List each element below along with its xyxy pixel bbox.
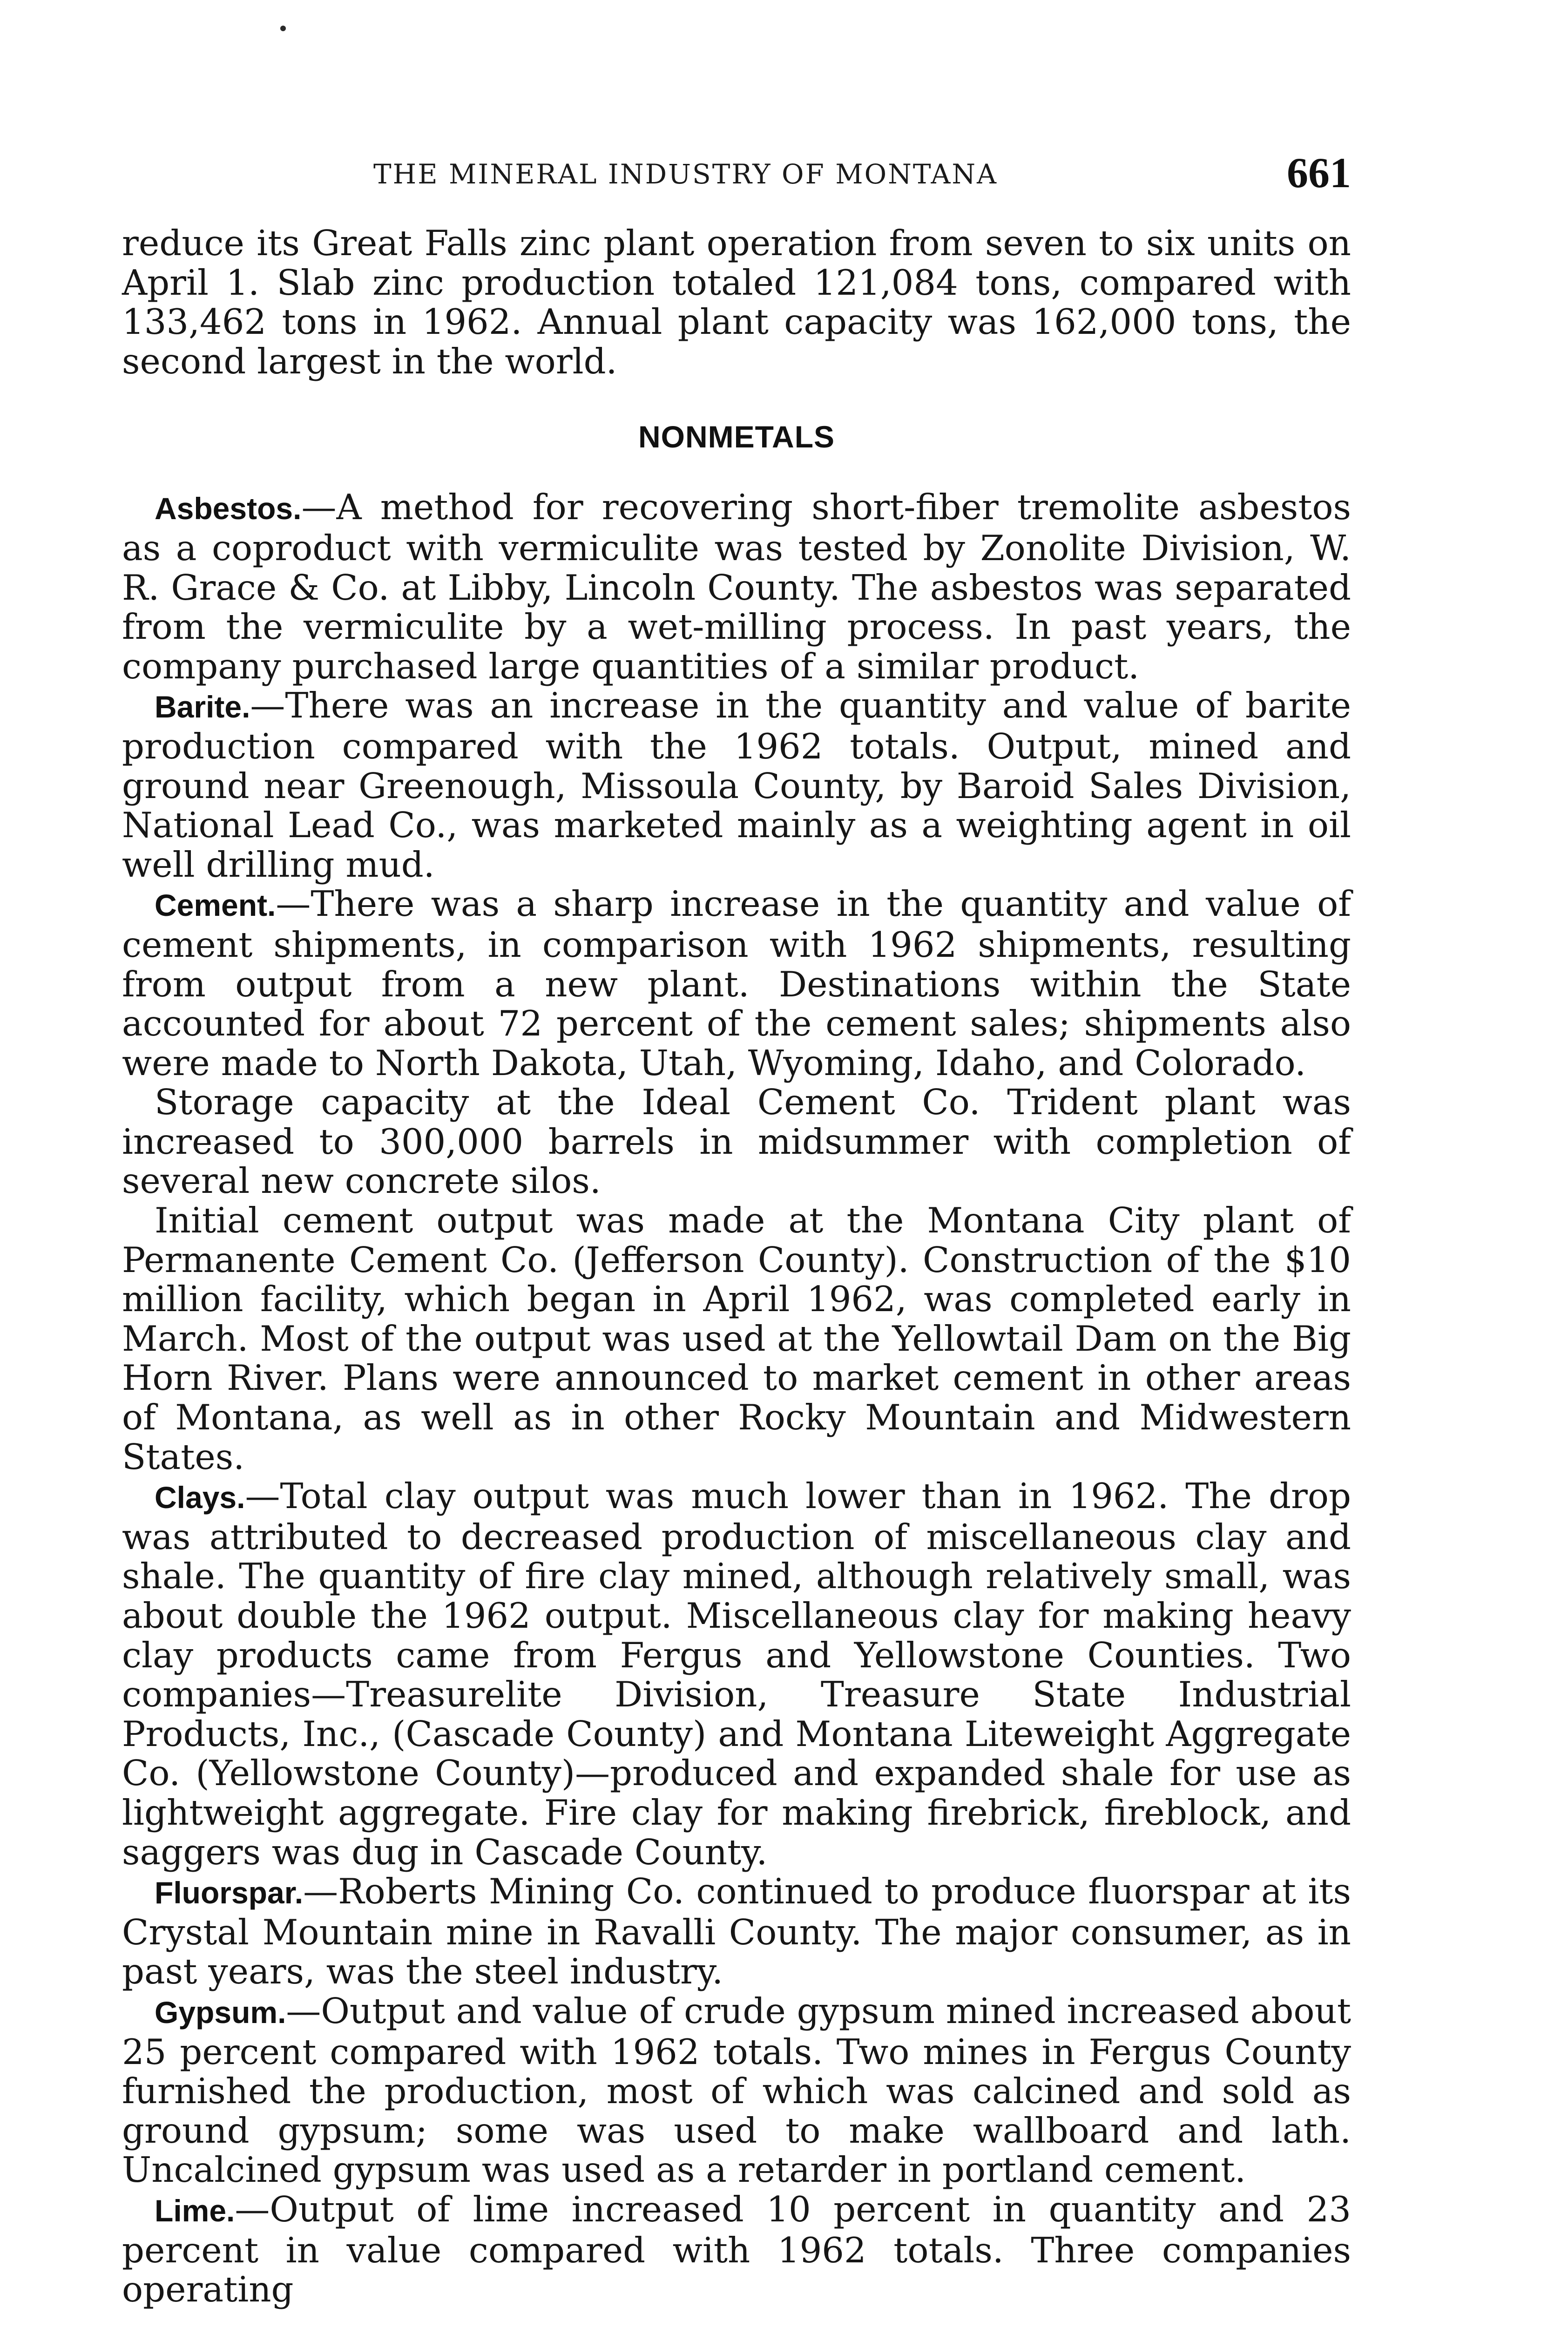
section-heading: NONMETALS xyxy=(638,420,835,454)
barite-text: —There was an increase in the quantity and value of barite production compared with the 1962 totals. Output, mined and ground near Greenough, Missoula County, by Baroid Sales Division, National Lead Co., was marketed mainly as a weighting agent in oil well drilling mud. xyxy=(122,685,1351,885)
running-header xyxy=(122,148,1351,199)
asbestos-heading: Asbestos. xyxy=(155,491,302,526)
lime-paragraph xyxy=(122,2190,1351,2309)
cement-paragraph xyxy=(122,884,1351,1083)
lime-text: —Output of lime increased 10 percent in quantity and 23 percent in value compared with 1962 totals. Three companies operating xyxy=(122,2188,1351,2310)
print-speck xyxy=(280,26,286,31)
gypsum-paragraph xyxy=(122,1991,1351,2190)
clays-heading: Clays. xyxy=(155,1480,245,1515)
barite-paragraph xyxy=(122,686,1351,884)
body-text xyxy=(122,223,1351,2309)
asbestos-text: —A method for recovering short-fiber tremolite asbestos as a coproduct with vermiculite was tested by Zonolite Division, W. R. Grace & Co. at Libby, Lincoln County. The asbestos was separated from the vermiculite by a wet-milling process. In past years, the company purchased large quantities of a similar product. xyxy=(122,487,1351,687)
cement-permanente-paragraph: Initial cement output was made at the Montana City plant of Permanente Cement Co. (Jefferson County). Construction of the $10 million facility, which began in April 1962, was completed early in March. Most of the output was used at the Yellowtail Dam on the Big Horn River. Plans were announced to market cement in other areas of Montana, as well as in other Rocky Mountain and Midwestern States. xyxy=(122,1200,1351,1477)
asbestos-paragraph xyxy=(122,487,1351,686)
clays-paragraph xyxy=(122,1476,1351,1872)
gypsum-text: —Output and value of crude gypsum mined increased about 25 percent compared with 1962 totals. Two mines in Fergus County furnished the production, most of which was calcined and sold as ground gypsum; some was used to make wallboard and lath. Uncalcined gypsum was used as a retarder in portland cement. xyxy=(122,1990,1351,2191)
cement-heading: Cement. xyxy=(155,888,276,923)
lime-heading: Lime. xyxy=(155,2193,235,2228)
cement-text: —There was a sharp increase in the quantity and value of cement shipments, in comparison with 1962 shipments, resulting from output from a new plant. Destinations within the State accounted for about 72 percent of the cement sales; shipments also were made to North Dakota, Utah, Wyoming, Idaho, and Colorado. xyxy=(122,883,1351,1083)
fluorspar-paragraph xyxy=(122,1872,1351,1991)
clays-text: —Total clay output was much lower than in 1962. The drop was attributed to decreased production of miscellaneous clay and shale. The quantity of fire clay mined, although relatively small, was about double the 1962 output. Miscellaneous clay for making heavy clay products came from Fergus and Yellowstone Counties. Two companies—Treasurelite Division, Treasure State Industrial Products, Inc., (Cascade County) and Montana Liteweight Aggregate Co. (Yellowstone County)—produced and expanded shale for use as lightweight aggregate. Fire clay for making firebrick, fireblock, and saggers was dug in Cascade County. xyxy=(122,1475,1351,1873)
running-title: THE MINERAL INDUSTRY OF MONTANA xyxy=(373,158,998,190)
fluorspar-text: —Roberts Mining Co. continued to produce fluorspar at its Crystal Mountain mine in Ravalli County. The major consumer, as in past years, was the steel industry. xyxy=(122,1871,1351,1992)
barite-heading: Barite. xyxy=(155,690,250,724)
fluorspar-heading: Fluorspar. xyxy=(155,1875,304,1910)
gypsum-heading: Gypsum. xyxy=(155,1995,286,2030)
cement-storage-paragraph: Storage capacity at the Ideal Cement Co. Trident plant was increased to 300,000 barrels in midsummer with completion of several new concrete silos. xyxy=(122,1082,1351,1202)
page-number: 661 xyxy=(1287,149,1351,196)
intro-paragraph: reduce its Great Falls zinc plant operation from seven to six units on April 1. Slab zinc production totaled 121,084 tons, compared with 133,462 tons in 1962. Annual plant capacity was 162,000 tons, the second largest in the world. xyxy=(122,223,1351,382)
